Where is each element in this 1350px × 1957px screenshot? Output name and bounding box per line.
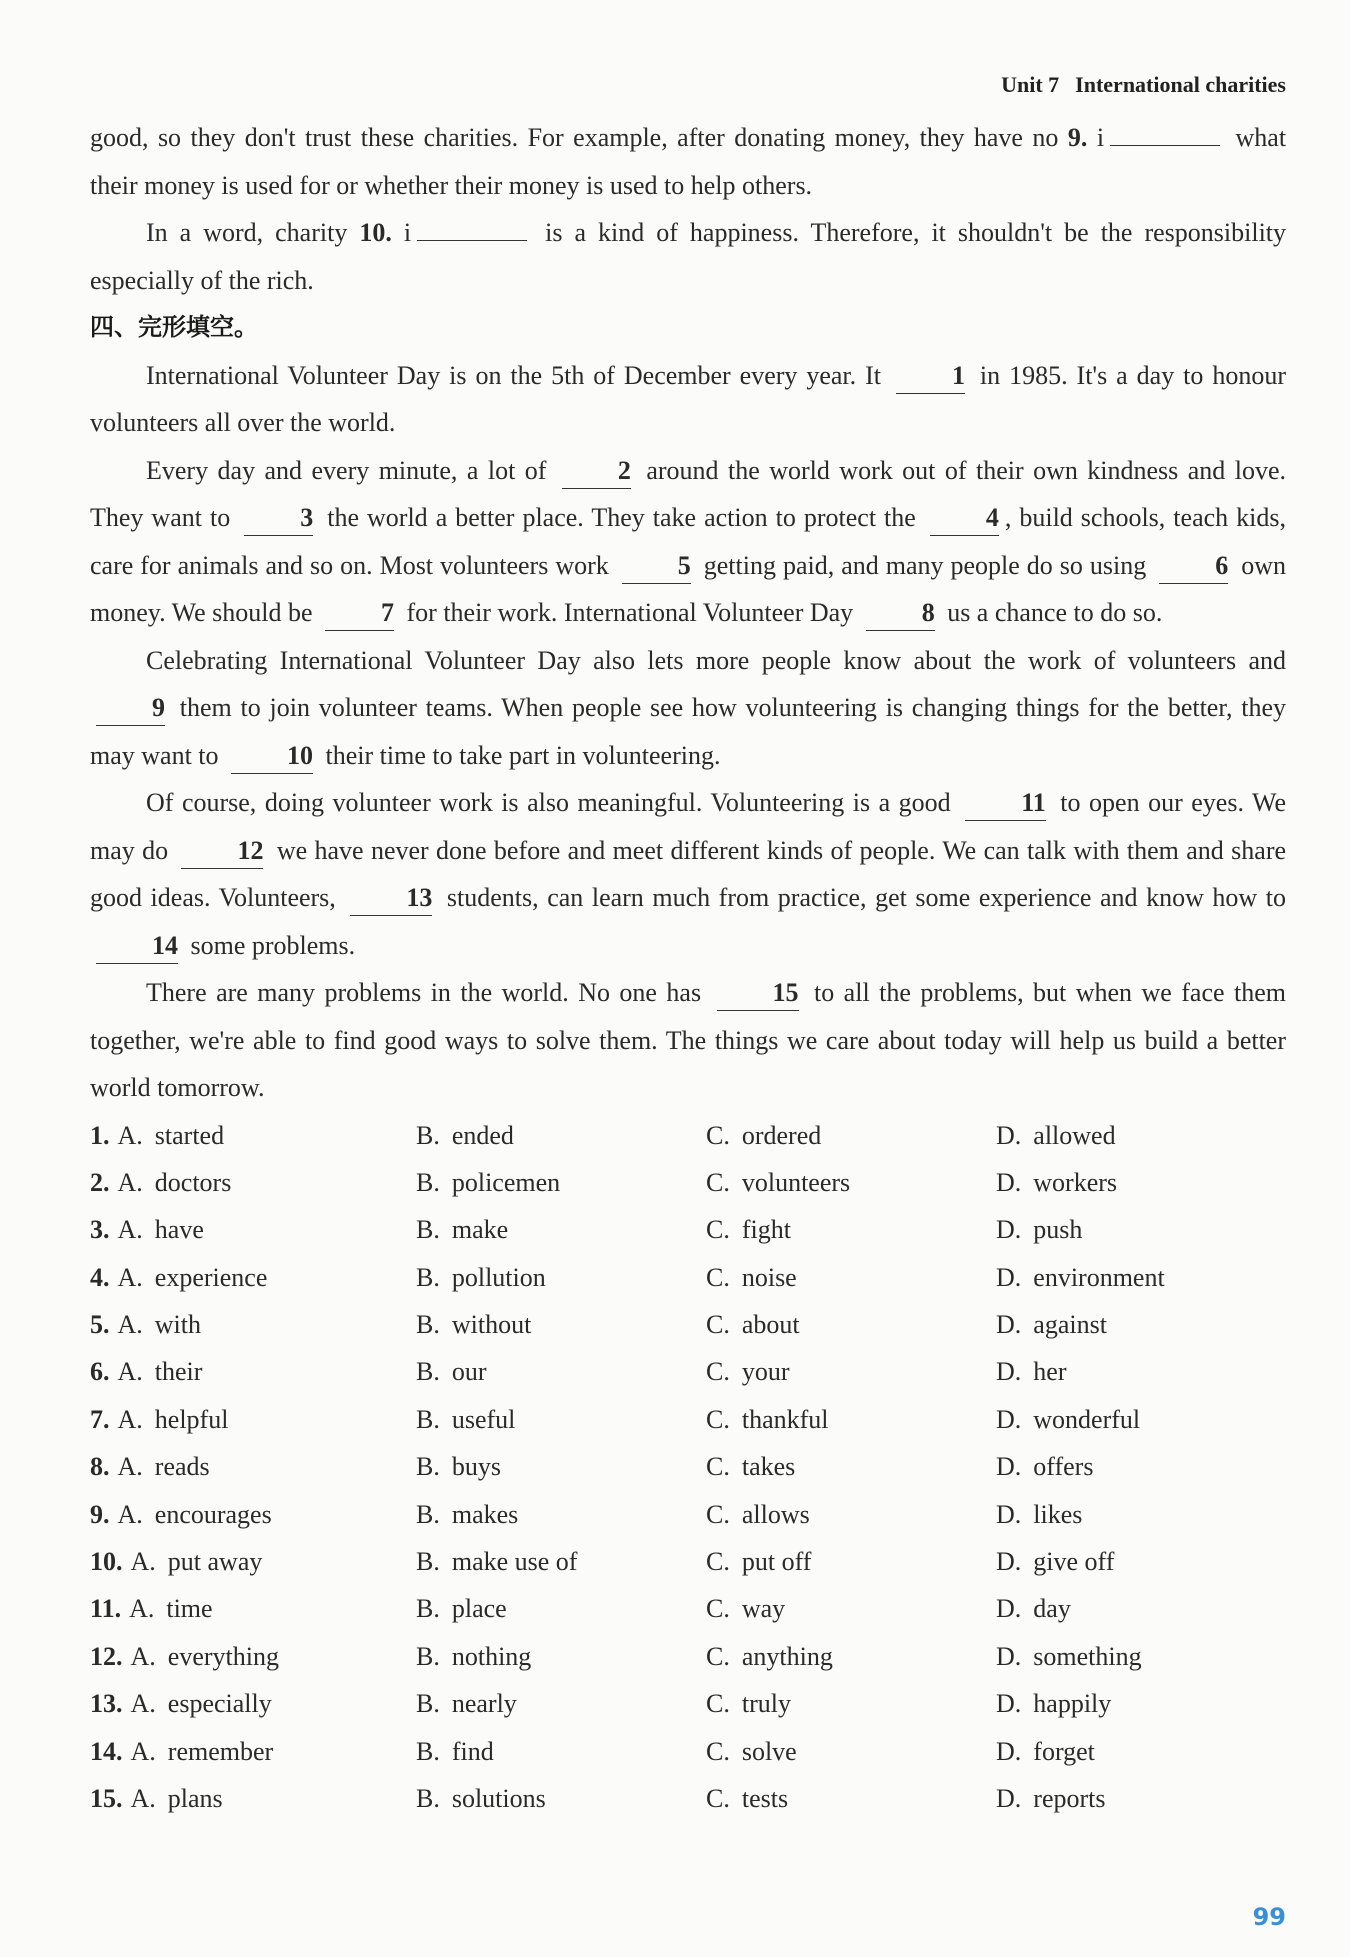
option-letter: B. — [416, 1783, 440, 1813]
option-letter: D. — [996, 1594, 1022, 1624]
option-d[interactable] — [996, 1159, 1286, 1206]
text-line: is a kind of happiness. Therefore, it shouldn't be the responsibility especially of the rich. — [90, 218, 1287, 295]
cloze-blank[interactable]: 5 — [622, 549, 691, 584]
option-text: nearly — [451, 1689, 517, 1719]
option-letter: C. — [706, 1641, 730, 1671]
question-number: 1. — [90, 1120, 110, 1150]
option-text: make use of — [451, 1547, 578, 1577]
option-text: remember — [167, 1736, 274, 1766]
option-c[interactable] — [706, 1633, 996, 1680]
option-letter: D. — [996, 1689, 1022, 1719]
option-d[interactable] — [996, 1301, 1286, 1348]
option-c[interactable] — [706, 1348, 996, 1395]
option-a[interactable] — [90, 1396, 416, 1443]
option-d[interactable] — [996, 1585, 1286, 1632]
option-letter: D. — [996, 1310, 1022, 1340]
question-number: 11. — [90, 1594, 122, 1624]
option-text: environment — [1033, 1262, 1165, 1292]
option-text: plans — [167, 1783, 223, 1813]
option-row — [90, 1728, 1286, 1775]
option-text: their — [154, 1357, 203, 1387]
cloze-blank[interactable]: 6 — [1159, 549, 1228, 584]
passage-text: in 1985. It's a day to honour volunteers all over the world. — [90, 360, 1286, 437]
option-row — [90, 1301, 1286, 1348]
question-number: 2. — [90, 1167, 110, 1197]
option-letter: A. — [130, 1783, 156, 1813]
option-text: truly — [741, 1689, 791, 1719]
option-letter: B. — [416, 1310, 440, 1340]
option-b[interactable] — [416, 1112, 706, 1159]
question-number: 7. — [90, 1404, 110, 1434]
cloze-blank[interactable]: 11 — [965, 786, 1046, 821]
option-d[interactable] — [996, 1775, 1286, 1822]
question-number: 12. — [90, 1641, 123, 1671]
option-letter: B. — [416, 1736, 440, 1766]
option-text: about — [741, 1310, 800, 1340]
option-letter: C. — [706, 1120, 730, 1150]
passage-text: getting paid, and many people do so using — [703, 550, 1147, 580]
option-text: workers — [1033, 1167, 1118, 1197]
passage-paragraph-4 — [90, 779, 1286, 969]
cloze-blank[interactable]: 1 — [896, 359, 965, 394]
option-letter: A. — [130, 1641, 156, 1671]
cloze-blank[interactable]: 9 — [96, 691, 165, 726]
option-row — [90, 1254, 1286, 1301]
question-number: 3. — [90, 1215, 110, 1245]
option-letter: A. — [129, 1594, 155, 1624]
option-text: time — [166, 1594, 213, 1624]
option-b[interactable] — [416, 1254, 706, 1301]
passage-text: Celebrating International Volunteer Day also lets more people know about the work of volunteers and — [146, 645, 1286, 675]
option-b[interactable] — [416, 1728, 706, 1775]
option-text: helpful — [154, 1404, 229, 1434]
option-letter: C. — [706, 1262, 730, 1292]
option-a[interactable] — [90, 1159, 416, 1206]
option-letter: A. — [117, 1452, 143, 1482]
cloze-blank[interactable]: 14 — [96, 929, 178, 964]
option-b[interactable] — [416, 1538, 706, 1585]
option-letter: B. — [416, 1215, 440, 1245]
option-text: our — [451, 1357, 487, 1387]
option-a[interactable] — [90, 1443, 416, 1490]
option-letter: C. — [706, 1689, 730, 1719]
option-text: reads — [154, 1452, 210, 1482]
option-text: with — [154, 1310, 202, 1340]
passage-paragraph-2 — [90, 447, 1286, 637]
option-letter: D. — [996, 1357, 1022, 1387]
option-text: place — [451, 1594, 507, 1624]
option-row — [90, 1585, 1286, 1632]
option-text: everything — [167, 1641, 279, 1671]
option-row — [90, 1633, 1286, 1680]
header-title: International charities — [1075, 72, 1286, 97]
option-d[interactable] — [996, 1348, 1286, 1395]
option-c[interactable] — [706, 1585, 996, 1632]
previous-passage-end — [90, 114, 1286, 209]
question-number: 6. — [90, 1357, 110, 1387]
option-row — [90, 1348, 1286, 1395]
question-number: 10. — [359, 218, 392, 247]
passage-text: the world a better place. They take action to protect the — [327, 503, 916, 532]
fill-blank-10[interactable] — [417, 240, 527, 241]
option-letter: C. — [706, 1452, 730, 1482]
passage-text: There are many problems in the world. No one has — [146, 978, 702, 1007]
option-letter: A. — [117, 1120, 143, 1150]
text-line: In a word, charity — [146, 218, 348, 247]
option-letter: C. — [706, 1357, 730, 1387]
cloze-blank[interactable]: 15 — [717, 976, 799, 1011]
option-b[interactable] — [416, 1396, 706, 1443]
previous-passage-paragraph — [90, 209, 1286, 304]
option-text: forget — [1033, 1736, 1095, 1766]
option-text: encourages — [154, 1499, 272, 1529]
question-number: 9. — [90, 1499, 110, 1529]
option-a[interactable] — [90, 1633, 416, 1680]
text-line: good, so they don't trust these charities. For example, after donating money, they have no — [90, 123, 1059, 152]
option-letter: B. — [416, 1357, 440, 1387]
option-text: anything — [741, 1641, 833, 1671]
option-a[interactable] — [90, 1538, 416, 1585]
option-text: put away — [167, 1547, 263, 1577]
option-text: her — [1033, 1357, 1067, 1387]
cloze-blank[interactable]: 7 — [325, 596, 394, 631]
cloze-blank[interactable]: 8 — [866, 596, 935, 631]
option-text: make — [451, 1215, 509, 1245]
option-letter: A. — [117, 1357, 143, 1387]
word-prefix: i — [403, 218, 412, 247]
option-text: thankful — [741, 1404, 829, 1434]
option-text: especially — [167, 1689, 272, 1719]
option-text: way — [741, 1594, 786, 1624]
running-header — [1001, 72, 1286, 98]
option-c[interactable] — [706, 1491, 996, 1538]
option-text: push — [1033, 1215, 1083, 1245]
option-a[interactable] — [90, 1206, 416, 1253]
option-c[interactable] — [706, 1396, 996, 1443]
option-text: happily — [1033, 1689, 1112, 1719]
cloze-blank[interactable]: 2 — [562, 454, 631, 489]
section-title: 四、完形填空。 — [90, 313, 258, 341]
option-text: something — [1033, 1641, 1142, 1671]
option-c[interactable] — [706, 1443, 996, 1490]
passage-text: to all the problems, but when we face them together, we're able to find good ways to solve them. The things we care about today will help us build a better world tomorrow. — [90, 978, 1286, 1102]
option-letter: B. — [416, 1547, 440, 1577]
option-text: ended — [451, 1120, 514, 1150]
option-d[interactable] — [996, 1443, 1286, 1490]
option-letter: A. — [117, 1215, 143, 1245]
option-letter: B. — [416, 1641, 440, 1671]
option-text: allowed — [1033, 1120, 1116, 1150]
option-letter: A. — [117, 1499, 143, 1529]
option-row — [90, 1112, 1286, 1159]
question-number: 5. — [90, 1310, 110, 1340]
option-letter: D. — [996, 1783, 1022, 1813]
option-letter: A. — [117, 1262, 143, 1292]
option-row — [90, 1443, 1286, 1490]
page-content — [90, 114, 1286, 1822]
passage-text: for their work. International Volunteer Day — [406, 598, 854, 627]
option-letter: D. — [996, 1120, 1022, 1150]
option-a[interactable] — [90, 1680, 416, 1727]
header-unit: Unit 7 — [1001, 72, 1060, 97]
fill-blank-9[interactable] — [1110, 145, 1220, 146]
passage-text: Every day and every minute, a lot of — [146, 455, 547, 485]
text-line: what their money is used for or whether their money is used to help others. — [90, 123, 1287, 200]
option-letter: C. — [706, 1594, 730, 1624]
option-b[interactable] — [416, 1301, 706, 1348]
option-d[interactable] — [996, 1680, 1286, 1727]
option-b[interactable] — [416, 1775, 706, 1822]
option-letter: A. — [117, 1310, 143, 1340]
option-text: have — [154, 1215, 204, 1245]
option-d[interactable] — [996, 1112, 1286, 1159]
option-letter: B. — [416, 1262, 440, 1292]
option-text: policemen — [451, 1167, 561, 1197]
option-letter: A. — [117, 1404, 143, 1434]
option-a[interactable] — [90, 1254, 416, 1301]
option-row — [90, 1491, 1286, 1538]
question-number: 10. — [90, 1547, 123, 1577]
passage-text: them to join volunteer teams. When people see how volunteering is changing things for the better, they may want to — [90, 693, 1286, 770]
option-c[interactable] — [706, 1206, 996, 1253]
option-text: nothing — [451, 1641, 532, 1671]
passage-text: around the world work out of their own kindness and love. They want to — [90, 455, 1286, 532]
option-letter: C. — [706, 1547, 730, 1577]
option-d[interactable] — [996, 1206, 1286, 1253]
question-number: 15. — [90, 1783, 123, 1813]
option-letter: C. — [706, 1783, 730, 1813]
option-b[interactable] — [416, 1443, 706, 1490]
word-prefix: i — [1096, 123, 1105, 152]
option-b[interactable] — [416, 1585, 706, 1632]
cloze-blank[interactable]: 3 — [244, 501, 313, 536]
option-text: give off — [1033, 1547, 1115, 1577]
option-letter: D. — [996, 1641, 1022, 1671]
option-text: ordered — [741, 1120, 822, 1150]
passage-text: , build schools, teach kids, care for animals and so on. Most volunteers work — [90, 503, 1287, 580]
question-number: 13. — [90, 1689, 123, 1719]
option-text: noise — [741, 1262, 797, 1292]
passage-text: to open our eyes. We may do — [90, 788, 1287, 865]
option-row — [90, 1159, 1286, 1206]
option-a[interactable] — [90, 1491, 416, 1538]
option-row — [90, 1206, 1286, 1253]
passage-text: students, can learn much from practice, get some experience and know how to — [446, 883, 1286, 912]
passage-text: Of course, doing volunteer work is also meaningful. Volunteering is a good — [146, 788, 951, 817]
option-letter: D. — [996, 1404, 1022, 1434]
option-text: put off — [741, 1547, 812, 1577]
option-a[interactable] — [90, 1301, 416, 1348]
option-letter: D. — [996, 1452, 1022, 1482]
option-c[interactable] — [706, 1159, 996, 1206]
option-letter: A. — [130, 1689, 156, 1719]
option-letter: C. — [706, 1499, 730, 1529]
option-text: volunteers — [741, 1167, 851, 1197]
option-letter: D. — [996, 1215, 1022, 1245]
option-row — [90, 1680, 1286, 1727]
option-letter: D. — [996, 1736, 1022, 1766]
option-letter: D. — [996, 1262, 1022, 1292]
option-text: tests — [741, 1783, 789, 1813]
option-c[interactable] — [706, 1728, 996, 1775]
option-text: started — [154, 1120, 225, 1150]
option-text: doctors — [154, 1167, 232, 1197]
option-letter: A. — [130, 1547, 156, 1577]
question-number: 8. — [90, 1452, 110, 1482]
passage-paragraph-1 — [90, 352, 1286, 447]
option-text: solutions — [451, 1783, 546, 1813]
option-letter: C. — [706, 1167, 730, 1197]
question-number: 14. — [90, 1736, 123, 1766]
passage-text: own money. We should be — [90, 550, 1287, 627]
cloze-blank[interactable]: 10 — [231, 739, 313, 774]
option-letter: C. — [706, 1215, 730, 1245]
option-letter: B. — [416, 1120, 440, 1150]
option-text: buys — [451, 1452, 501, 1482]
option-text: day — [1033, 1594, 1071, 1624]
option-a[interactable] — [90, 1585, 416, 1632]
option-a[interactable] — [90, 1112, 416, 1159]
option-letter: A. — [130, 1736, 156, 1766]
passage-text: their time to take part in volunteering. — [325, 740, 721, 770]
option-b[interactable] — [416, 1680, 706, 1727]
option-letter: D. — [996, 1499, 1022, 1529]
option-text: allows — [741, 1499, 810, 1529]
option-c[interactable] — [706, 1301, 996, 1348]
option-b[interactable] — [416, 1159, 706, 1206]
option-c[interactable] — [706, 1112, 996, 1159]
option-letter: B. — [416, 1452, 440, 1482]
option-text: useful — [451, 1404, 516, 1434]
option-c[interactable] — [706, 1538, 996, 1585]
option-text: reports — [1033, 1783, 1106, 1813]
option-text: wonderful — [1033, 1404, 1141, 1434]
option-b[interactable] — [416, 1633, 706, 1680]
option-text: fight — [741, 1215, 791, 1245]
passage-paragraph-3 — [90, 637, 1286, 780]
option-a[interactable] — [90, 1728, 416, 1775]
page-number: 99 — [1252, 1903, 1286, 1931]
passage-text: International Volunteer Day is on the 5th of December every year. It — [146, 360, 881, 390]
option-letter: C. — [706, 1736, 730, 1766]
option-c[interactable] — [706, 1775, 996, 1822]
option-text: experience — [154, 1262, 268, 1292]
option-text: solve — [741, 1736, 797, 1766]
option-a[interactable] — [90, 1775, 416, 1822]
option-letter: B. — [416, 1167, 440, 1197]
option-b[interactable] — [416, 1206, 706, 1253]
option-text: your — [741, 1357, 790, 1387]
option-d[interactable] — [996, 1491, 1286, 1538]
option-text: makes — [451, 1499, 519, 1529]
option-d[interactable] — [996, 1728, 1286, 1775]
option-d[interactable] — [996, 1396, 1286, 1443]
option-d[interactable] — [996, 1254, 1286, 1301]
option-text: takes — [741, 1452, 796, 1482]
option-row — [90, 1538, 1286, 1585]
answer-options-list — [90, 1112, 1286, 1823]
passage-paragraph-5 — [90, 969, 1286, 1112]
cloze-blank[interactable]: 12 — [181, 834, 263, 869]
option-letter: D. — [996, 1167, 1022, 1197]
option-d[interactable] — [996, 1538, 1286, 1585]
option-d[interactable] — [996, 1633, 1286, 1680]
cloze-blank[interactable]: 4 — [930, 501, 999, 536]
option-c[interactable] — [706, 1680, 996, 1727]
option-letter: B. — [416, 1594, 440, 1624]
question-number: 4. — [90, 1262, 110, 1292]
option-row — [90, 1775, 1286, 1822]
option-text: pollution — [451, 1262, 546, 1292]
option-c[interactable] — [706, 1254, 996, 1301]
passage-text: some problems. — [190, 930, 356, 960]
option-text: likes — [1033, 1499, 1083, 1529]
option-text: against — [1033, 1310, 1107, 1340]
option-letter: C. — [706, 1310, 730, 1340]
cloze-blank[interactable]: 13 — [350, 881, 432, 916]
option-letter: A. — [117, 1167, 143, 1197]
passage-text: we have never done before and meet different kinds of people. We can talk with them and share good ideas. Volunteers, — [90, 835, 1287, 912]
option-text: find — [451, 1736, 494, 1766]
option-letter: B. — [416, 1404, 440, 1434]
option-text: offers — [1033, 1452, 1094, 1482]
option-a[interactable] — [90, 1348, 416, 1395]
option-row — [90, 1396, 1286, 1443]
option-letter: B. — [416, 1689, 440, 1719]
question-number: 9. — [1067, 123, 1088, 152]
option-text: without — [451, 1310, 532, 1340]
option-letter: D. — [996, 1547, 1022, 1577]
passage-text: us a chance to do so. — [947, 598, 1163, 627]
option-letter: C. — [706, 1404, 730, 1434]
option-letter: B. — [416, 1499, 440, 1529]
option-b[interactable] — [416, 1491, 706, 1538]
option-b[interactable] — [416, 1348, 706, 1395]
